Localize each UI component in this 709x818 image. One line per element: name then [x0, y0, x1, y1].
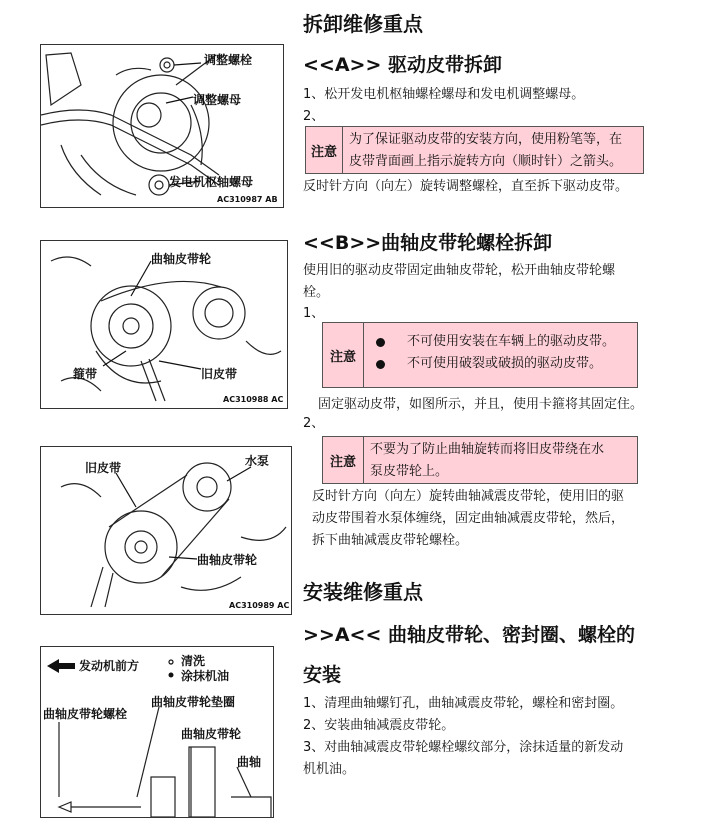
label-crank-pulley: 曲轴皮带轮 — [181, 727, 242, 741]
section-b-heading: <<B>>曲轴皮带轮螺栓拆卸 — [303, 232, 553, 254]
removal-heading: 拆卸维修重点 — [303, 12, 423, 36]
figure-crank-pulley-install — [40, 646, 274, 818]
section-b-after — [312, 486, 624, 552]
install-section-a-heading-cont: 安装 — [303, 664, 342, 686]
label-adjust-nut: 调整螺母 — [193, 93, 242, 107]
section-a-step2: 2、 — [303, 109, 325, 124]
section-a-heading: <<A>> 驱动皮带拆卸 — [303, 54, 502, 76]
figure-water-pump-belt — [40, 446, 292, 615]
caution-item-text: 不可使用破裂或破损的驱动皮带。 — [407, 356, 603, 371]
figure-code: AC310988 AC — [223, 395, 284, 404]
section-b-intro — [303, 260, 615, 304]
caution-tag: 注意 — [323, 437, 364, 483]
label-engine-front: 发动机前方 — [79, 659, 140, 673]
caution-list — [364, 323, 619, 387]
intro-line: 使用旧的驱动皮带固定曲轴皮带轮，松开曲轴皮带轮螺 — [303, 263, 616, 278]
intro-line: 栓。 — [303, 285, 330, 300]
caution-line: 泵皮带轮上。 — [370, 464, 449, 479]
label-crank-pulley: 曲轴皮带轮 — [151, 252, 212, 266]
caution-item-text: 不可使用安装在车辆上的驱动皮带。 — [407, 334, 616, 349]
bullet-icon — [376, 360, 385, 369]
caution-line: 为了保证驱动皮带的安装方向，使用粉笔等，在 — [349, 132, 623, 147]
label-clamp: 箍带 — [73, 367, 98, 381]
label-adjust-bolt: 调整螺栓 — [204, 53, 253, 67]
front-arrow-icon — [47, 659, 75, 673]
caution-box-water-pump — [322, 436, 638, 484]
caution-line: 皮带背面画上指示旋转方向（顺时针）之箭头。 — [349, 154, 623, 169]
figure-alternator-belt — [40, 44, 284, 208]
section-b-step2: 2、 — [303, 416, 325, 431]
figure-code: AC310989 AC — [229, 601, 290, 610]
install-step: 1、清理曲轴螺钉孔，曲轴减震皮带轮，螺栓和密封圈。 — [303, 696, 624, 711]
bullet-icon — [376, 338, 385, 347]
label-old-belt: 旧皮带 — [85, 461, 122, 475]
after-line: 动皮带围着水泵体缠绕，固定曲轴减震皮带轮，然后， — [312, 511, 625, 526]
caution-tag: 注意 — [306, 127, 343, 173]
install-step: 2、安装曲轴减震皮带轮。 — [303, 718, 455, 733]
install-steps — [303, 693, 623, 781]
caution-box-belt-direction — [305, 126, 644, 174]
label-water-pump: 水泵 — [245, 454, 270, 468]
label-old-belt: 旧皮带 — [201, 367, 238, 381]
label-pulley-bolt: 曲轴皮带轮螺栓 — [43, 707, 128, 721]
install-section-a-heading: >>A<< 曲轴皮带轮、密封圈、螺栓的 — [303, 624, 635, 646]
figure-code: AC310987 AB — [217, 195, 278, 204]
section-b-step1-after: 固定驱动皮带，如图所示，并且，使用卡箍将其固定住。 — [318, 397, 644, 412]
install-step: 机机油。 — [303, 762, 356, 777]
caution-text — [364, 437, 610, 483]
label-crankshaft: 曲轴 — [237, 755, 262, 769]
legend-apply-oil: 涂抹机油 — [181, 669, 230, 683]
caution-item — [368, 353, 615, 375]
label-pivot-nut: 发电机枢轴螺母 — [169, 175, 254, 189]
caution-box-belt-use — [322, 322, 638, 388]
caution-line: 不要为了防止曲轴旋转而将旧皮带绕在水 — [370, 442, 605, 457]
figure-water-pump-drawing — [41, 447, 291, 614]
install-step: 3、对曲轴减震皮带轮螺栓螺纹部分，涂抹适量的新发动 — [303, 740, 624, 755]
section-b-step1: 1、 — [303, 306, 325, 321]
after-line: 反时针方向（向左）旋转曲轴减震皮带轮，使用旧的驱 — [312, 489, 625, 504]
caution-tag: 注意 — [323, 323, 364, 387]
after-line: 拆下曲轴减震皮带轮螺栓。 — [312, 533, 469, 548]
caution-text — [343, 127, 628, 173]
legend-clean: 清洗 — [181, 654, 206, 668]
label-pulley-washer: 曲轴皮带轮垫圈 — [151, 695, 236, 709]
caution-item — [368, 331, 615, 353]
label-crank-pulley: 曲轴皮带轮 — [197, 553, 258, 567]
figure-crank-pulley-clamp — [40, 240, 288, 409]
install-heading: 安装维修重点 — [303, 580, 423, 604]
section-a-after: 反时针方向（向左）旋转调整螺栓，直至拆下驱动皮带。 — [303, 179, 629, 194]
section-a-step1: 1、松开发电机枢轴螺栓螺母和发电机调整螺母。 — [303, 87, 585, 102]
